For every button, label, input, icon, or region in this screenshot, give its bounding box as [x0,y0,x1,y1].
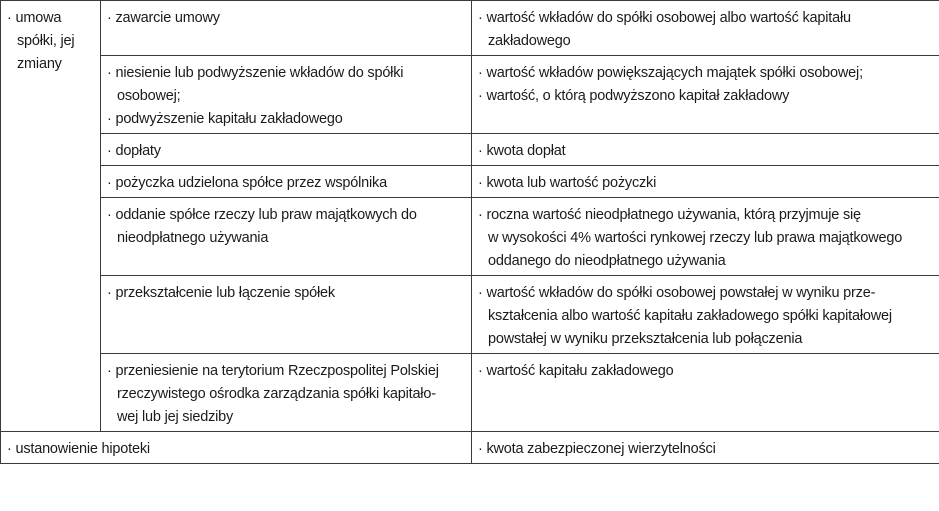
activity-text: · podwyższenie kapitału zakładowego [107,111,343,127]
table-row [1,198,939,276]
basis-cell [472,198,939,276]
table-row [1,354,939,432]
subject-line: zmiany [17,56,62,72]
basis-text: powstałej w wyniku przekształcenia lub połączenia [488,331,803,347]
basis-text: kształcenia albo wartość kapitału zakładowego spółki kapitałowej [488,308,892,324]
basis-text: · wartość, o którą podwyższono kapitał zakładowy [478,88,790,104]
basis-cell [472,1,939,56]
table-row [1,1,939,56]
basis-cell [472,354,939,432]
basis-text: · kwota lub wartość pożyczki [478,175,657,191]
basis-text: · kwota dopłat [478,143,566,159]
table-row [1,56,939,134]
activity-cell [1,432,472,464]
activity-text: · pożyczka udzielona spółce przez wspólnika [107,175,387,191]
activity-text: nieodpłatnego używania [117,230,269,246]
basis-cell [472,432,939,464]
subject-line: · umowa [7,10,62,26]
basis-text: · kwota zabezpieczonej wierzytelności [478,441,716,457]
activity-text: · niesienie lub podwyższenie wkładów do spółki [107,65,404,81]
activity-text: · ustanowienie hipoteki [7,441,150,457]
table-row [1,276,939,354]
basis-text: · wartość wkładów do spółki osobowej albo wartość kapitału [478,10,851,26]
activity-cell [101,134,472,166]
basis-cell [472,166,939,198]
basis-text: · roczna wartość nieodpłatnego używania, którą przyjmuje się [478,207,861,223]
table-row [1,166,939,198]
activity-cell [101,56,472,134]
activity-text: · przeniesienie na terytorium Rzeczpospolitej Polskiej [107,363,439,379]
basis-text: · wartość wkładów powiększających majątek spółki osobowej; [478,65,863,81]
activity-cell [101,198,472,276]
table-row [1,432,939,464]
basis-text: · wartość kapitału zakładowego [478,363,674,379]
activity-text: osobowej; [117,88,181,104]
basis-text: oddanego do nieodpłatnego używania [488,253,726,269]
activity-text: · przekształcenie lub łączenie spółek [107,285,335,301]
activity-cell [101,166,472,198]
basis-text: zakładowego [488,33,571,49]
basis-cell [472,56,939,134]
activity-text: · oddanie spółce rzeczy lub praw majątkowych do [107,207,417,223]
activity-text: wej lub jej siedziby [117,409,234,425]
basis-cell [472,276,939,354]
basis-text: w wysokości 4% wartości rynkowej rzeczy lub prawa majątkowego [488,230,903,246]
activity-text: · zawarcie umowy [107,10,220,26]
activity-text: rzeczywistego ośrodka zarządzania spółki kapitało- [117,386,436,402]
subject-line: spółki, jej [17,33,75,49]
table-row [1,134,939,166]
subject-cell [1,1,101,432]
basis-text: · wartość wkładów do spółki osobowej powstałej w wyniku prze- [478,285,876,301]
activity-cell [101,1,472,56]
activity-cell [101,354,472,432]
activity-cell [101,276,472,354]
activity-text: · dopłaty [107,143,161,159]
basis-cell [472,134,939,166]
